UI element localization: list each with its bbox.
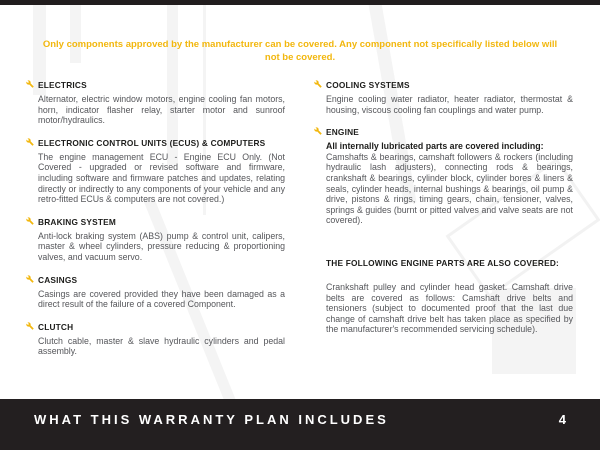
section-engine-parts-also-covered xyxy=(315,258,573,335)
footer-bar xyxy=(0,399,600,450)
spanner-icon xyxy=(26,275,34,283)
section-title: THE FOLLOWING ENGINE PARTS ARE ALSO COVERED: xyxy=(326,257,559,268)
spanner-icon xyxy=(26,322,34,330)
spanner-icon xyxy=(26,80,34,88)
section-body: Alternator, electric window motors, engine cooling fan motors, horn, indicator flasher relay, starter motor and sunroof motor/hydraulics. xyxy=(38,94,285,126)
section-body: Camshafts & bearings, camshaft followers & rockers (including hydraulic lash adjusters), connecting rods & bearings, crankshaft & bearings, cylinder block, cylinder bores & liners & seals, cylinder heads, internal bushings & bearings, oil pump & drive, pistons & rings, timing gears, chain, tensioner, valves, springs & guides (burnt or pitted valves and valve seats are not covered). xyxy=(326,151,573,226)
section-engine xyxy=(315,127,573,226)
section-title: COOLING SYSTEMS xyxy=(326,80,410,90)
section-body: Anti-lock braking system (ABS) pump & control unit, calipers, master & wheel cylinders, pressure reducing & proportioning valves, and vacuum servo. xyxy=(38,230,285,262)
section-electrics xyxy=(27,80,285,126)
section-ecus xyxy=(27,138,285,205)
section-title: ELECTRICS xyxy=(38,80,87,90)
section-body: Casings are covered provided they have been damaged as a direct result of the failure of a covered Component. xyxy=(38,288,285,310)
spanner-icon xyxy=(26,217,34,225)
section-body: Crankshaft pulley and cylinder head gasket. Camshaft drive belts are covered as follows: Camshaft drive belts and tensioners (subject to documented proof that the last due change of camshaft drive belt has taken place as specified by the manufacturer's recommended servicing schedule). xyxy=(326,281,573,335)
section-body: Clutch cable, master & slave hydraulic cylinders and pedal assembly. xyxy=(38,335,285,357)
footer-title: WHAT THIS WARRANTY PLAN INCLUDES xyxy=(34,412,389,427)
section-body: Engine cooling water radiator, heater radiator, thermostat & housing, viscous cooling fan couplings and water pump. xyxy=(326,94,573,115)
section-title: CASINGS xyxy=(38,274,78,285)
section-casings xyxy=(27,275,285,310)
section-title: ELECTRONIC CONTROL UNITS (ECUS) & COMPUTERS xyxy=(38,137,266,148)
section-title: CLUTCH xyxy=(38,321,74,332)
right-column xyxy=(315,80,573,369)
top-border xyxy=(0,0,600,5)
spanner-icon xyxy=(314,80,322,88)
section-cooling-systems xyxy=(315,80,573,115)
two-column-body xyxy=(27,80,573,369)
spanner-icon xyxy=(26,138,34,146)
section-clutch xyxy=(27,322,285,357)
section-braking-system xyxy=(27,217,285,263)
section-lead: All internally lubricated parts are covered including: xyxy=(326,141,544,152)
page-number: 4 xyxy=(558,412,566,427)
section-title: ENGINE xyxy=(326,127,360,138)
section-body: The engine management ECU - Engine ECU Only. (Not Covered - upgraded or revised software and firmware, including software and firmware patches and updates, relating directly or indirectly to any components of your vehicle and any retro-fitted ECUs & computers are not covered.) xyxy=(38,151,285,205)
section-title: BRAKING SYSTEM xyxy=(38,216,116,227)
left-column xyxy=(27,80,285,369)
spanner-icon xyxy=(314,127,322,135)
coverage-notice: Only components approved by the manufacturer can be covered. Any component not specifically listed below will not be covered. xyxy=(42,39,558,63)
